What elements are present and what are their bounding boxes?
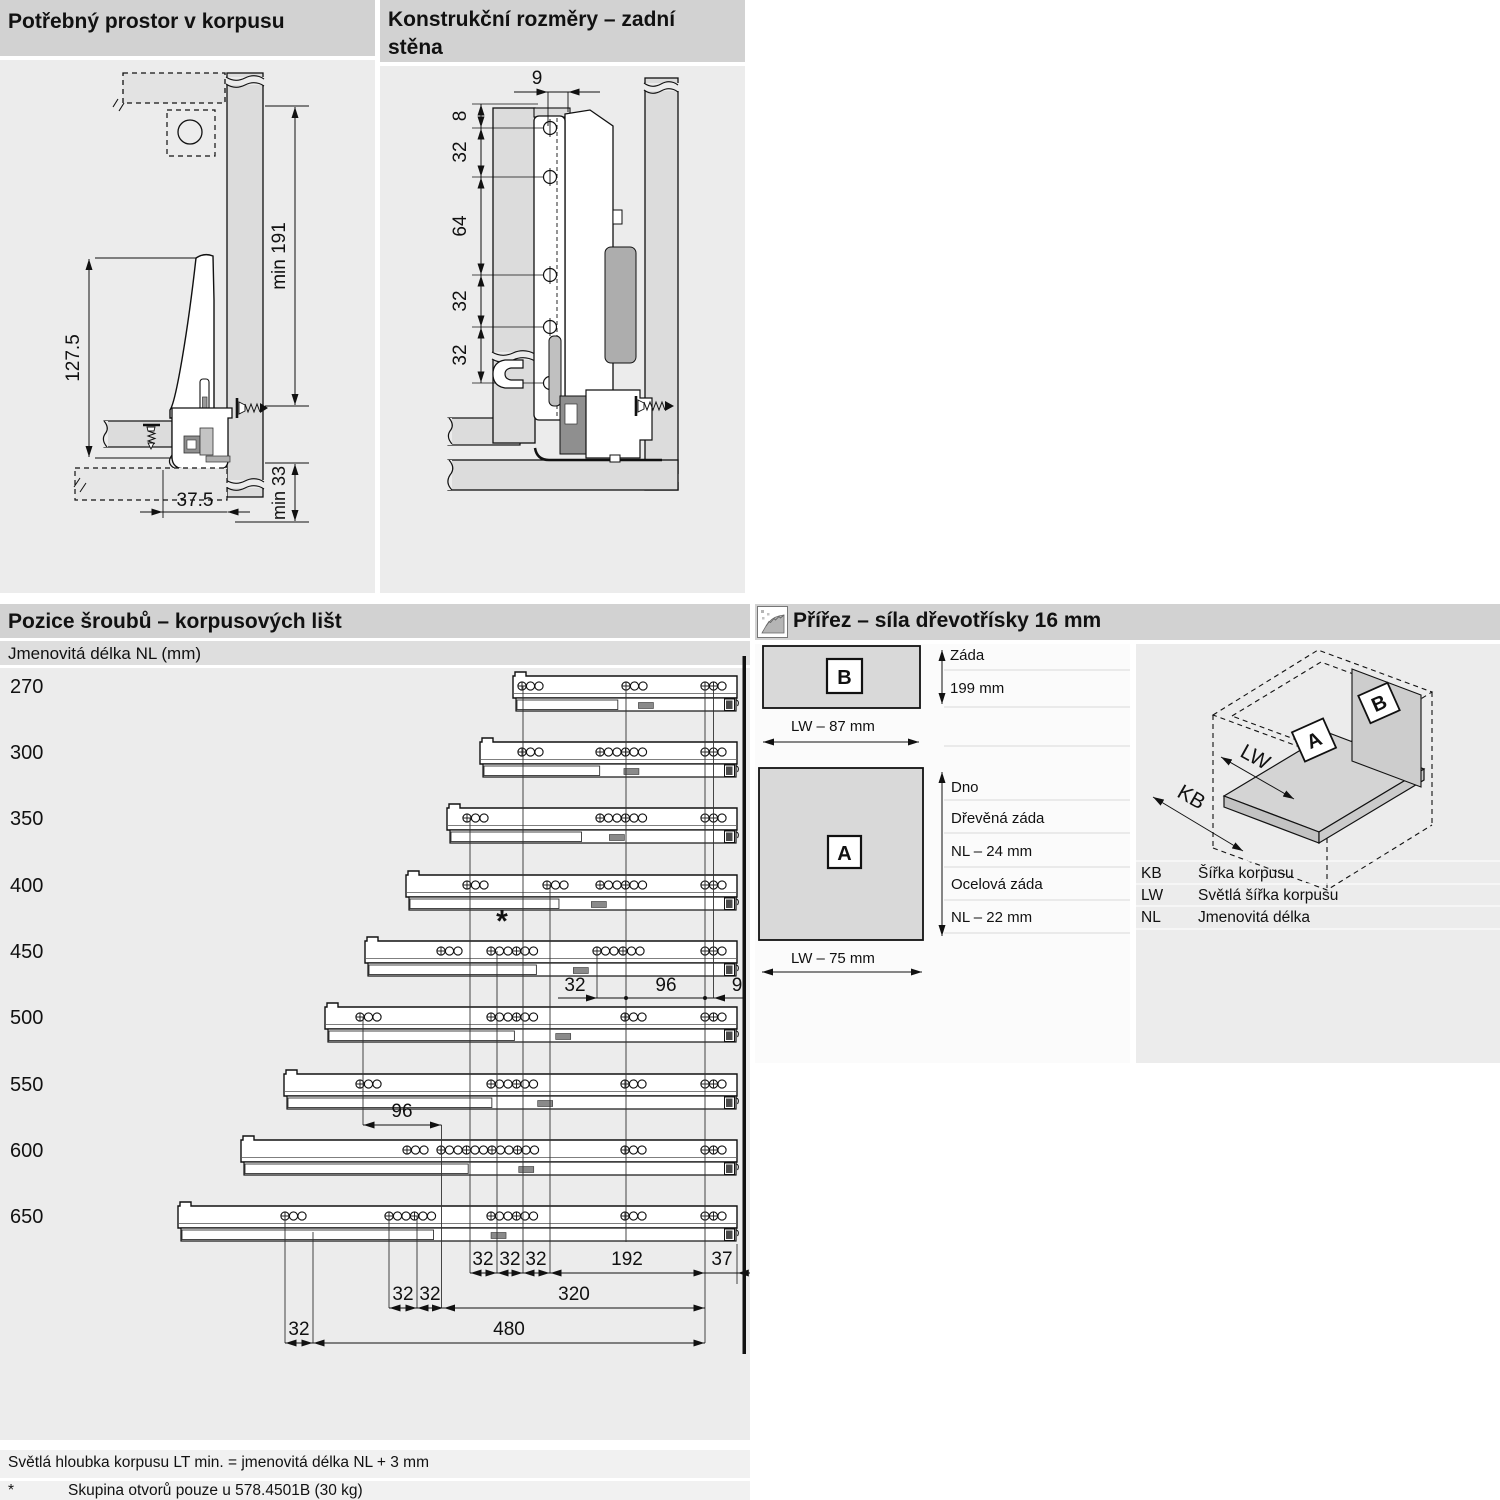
rail-row-400 — [406, 871, 738, 910]
screw-chart-title: Pozice šroubů – korpusových lišt — [8, 610, 342, 633]
dim-label: 37 — [711, 1249, 733, 1270]
footnote-star-marker: * — [496, 905, 508, 938]
row-label: 650 — [10, 1206, 44, 1228]
cabinet-wall — [226, 73, 264, 497]
cut-panel-b — [763, 646, 1004, 742]
dim-chain-mid2 — [389, 1284, 705, 1308]
row-label: 600 — [10, 1140, 44, 1162]
row-labels — [10, 676, 43, 1228]
legend — [1136, 861, 1500, 929]
panel-b-row: Záda — [950, 647, 985, 664]
dim-kb-arrow — [1153, 780, 1243, 851]
rail-row-650 — [178, 1202, 738, 1241]
panel-space-title: Potřebný prostor v korpusu — [8, 10, 285, 33]
dim-label: 32 — [525, 1249, 547, 1270]
panel-a-row: NL – 22 mm — [951, 909, 1033, 926]
svg-text:LW: LW — [1236, 739, 1274, 775]
row-label: 300 — [10, 742, 44, 764]
row-label: 270 — [10, 676, 44, 698]
legend-value: Jmenovitá délka — [1198, 909, 1311, 926]
row-label: 400 — [10, 875, 44, 897]
cabinet-bottom-panel — [444, 460, 678, 490]
rail-row-500 — [325, 1003, 738, 1042]
footnote-line-2: * Skupina otvorů pouze u 578.4501B (30 kg) — [0, 1481, 750, 1500]
dim-label: 192 — [611, 1249, 643, 1270]
panel-rear-drawing — [380, 56, 745, 594]
legend-key: NL — [1141, 909, 1161, 926]
rail-row-550 — [284, 1070, 738, 1109]
screw-chart-drawing — [0, 640, 750, 1360]
dim-label: 480 — [493, 1319, 525, 1340]
dim-label: min 191 — [269, 222, 290, 290]
iso-diagram-drawing — [1136, 644, 1500, 1063]
dim-label: 32 — [564, 975, 586, 996]
panel-b-row: 199 mm — [950, 680, 1005, 697]
dim-label: 32 — [288, 1319, 310, 1340]
dim-label: 9 — [731, 975, 743, 996]
row-label: 450 — [10, 941, 44, 963]
cut-section-header — [755, 604, 1500, 640]
panel-b-letter: B — [837, 667, 852, 689]
panel-a-width-label: LW – 75 mm — [791, 950, 875, 967]
panel-a-row: NL – 24 mm — [951, 843, 1033, 860]
rail-row-600 — [241, 1136, 738, 1175]
rail-row-300 — [480, 738, 738, 777]
dim-label: 96 — [391, 1101, 413, 1122]
dim-label: 37.5 — [176, 490, 214, 511]
dim-label: 9 — [531, 68, 543, 89]
svg-text:B: B — [1368, 690, 1391, 717]
dim-label: 32 — [450, 344, 471, 366]
legend-value: Světlá šířka korpusu — [1198, 887, 1339, 904]
legend-key: KB — [1141, 865, 1162, 882]
saw-icon — [757, 606, 788, 638]
row-divider-lines — [944, 670, 1130, 933]
footnote-star: * — [8, 1482, 15, 1499]
panel-a-letter: A — [837, 843, 852, 865]
rail-row-450 — [365, 937, 738, 976]
dim-label: 320 — [558, 1284, 590, 1305]
cut-section-title: Přířez – síla dřevotřísky 16 mm — [793, 609, 1102, 632]
dim-label: 64 — [450, 215, 471, 237]
screw-chart-subtitle: Jmenovitá délka NL (mm) — [0, 641, 750, 665]
footnote-line-1: Světlá hloubka korpusu LT min. = jmenovitá délka NL + 3 mm — [0, 1450, 750, 1478]
rail-row-350 — [447, 804, 738, 843]
panel-a-row: Ocelová záda — [951, 876, 1043, 893]
runner-bracket — [169, 408, 232, 469]
panel-space-header — [0, 0, 375, 56]
dim-label: 32 — [472, 1249, 494, 1270]
legend-key: LW — [1141, 887, 1164, 904]
svg-text:KB: KB — [1173, 780, 1210, 815]
row-label: 500 — [10, 1007, 44, 1029]
panel-rear-title-line2: stěna — [388, 36, 443, 60]
section-divider-line — [743, 656, 747, 1354]
dim-label: 32 — [499, 1249, 521, 1270]
dim-label: 32 — [450, 141, 471, 163]
panel-b-width-label: LW – 87 mm — [791, 718, 875, 735]
dim-chain-mid — [558, 975, 745, 1000]
cut-panels-drawing — [755, 644, 1130, 1064]
panel-a-row: Dno — [951, 779, 979, 796]
dim-chain-bottom — [285, 1319, 705, 1343]
drawer-slide-rows — [178, 672, 738, 1241]
svg-text:A: A — [1303, 727, 1326, 754]
drawer-bottom-panel — [100, 421, 172, 449]
row-label: 350 — [10, 808, 44, 830]
dim-label: min 33 — [269, 465, 289, 521]
dim-chain-top — [470, 1249, 750, 1273]
dim-label: 32 — [419, 1284, 441, 1305]
panel-a-row: Dřevěná záda — [951, 810, 1045, 827]
legend-value: Šířka korpusu — [1198, 865, 1294, 882]
dim-label: 32 — [392, 1284, 414, 1305]
dim-label: 8 — [450, 110, 471, 122]
panel-rear-header — [380, 0, 745, 62]
panel-rear-title-line1: Konstrukční rozměry – zadní — [388, 8, 676, 31]
screw-chart-header — [0, 604, 750, 638]
dim-label: 32 — [450, 290, 471, 312]
dim-label: 127.5 — [63, 334, 84, 382]
dim-label: 96 — [655, 975, 677, 996]
panel-space-drawing — [0, 56, 375, 594]
row-label: 550 — [10, 1074, 44, 1096]
cut-panel-a — [759, 768, 1045, 972]
